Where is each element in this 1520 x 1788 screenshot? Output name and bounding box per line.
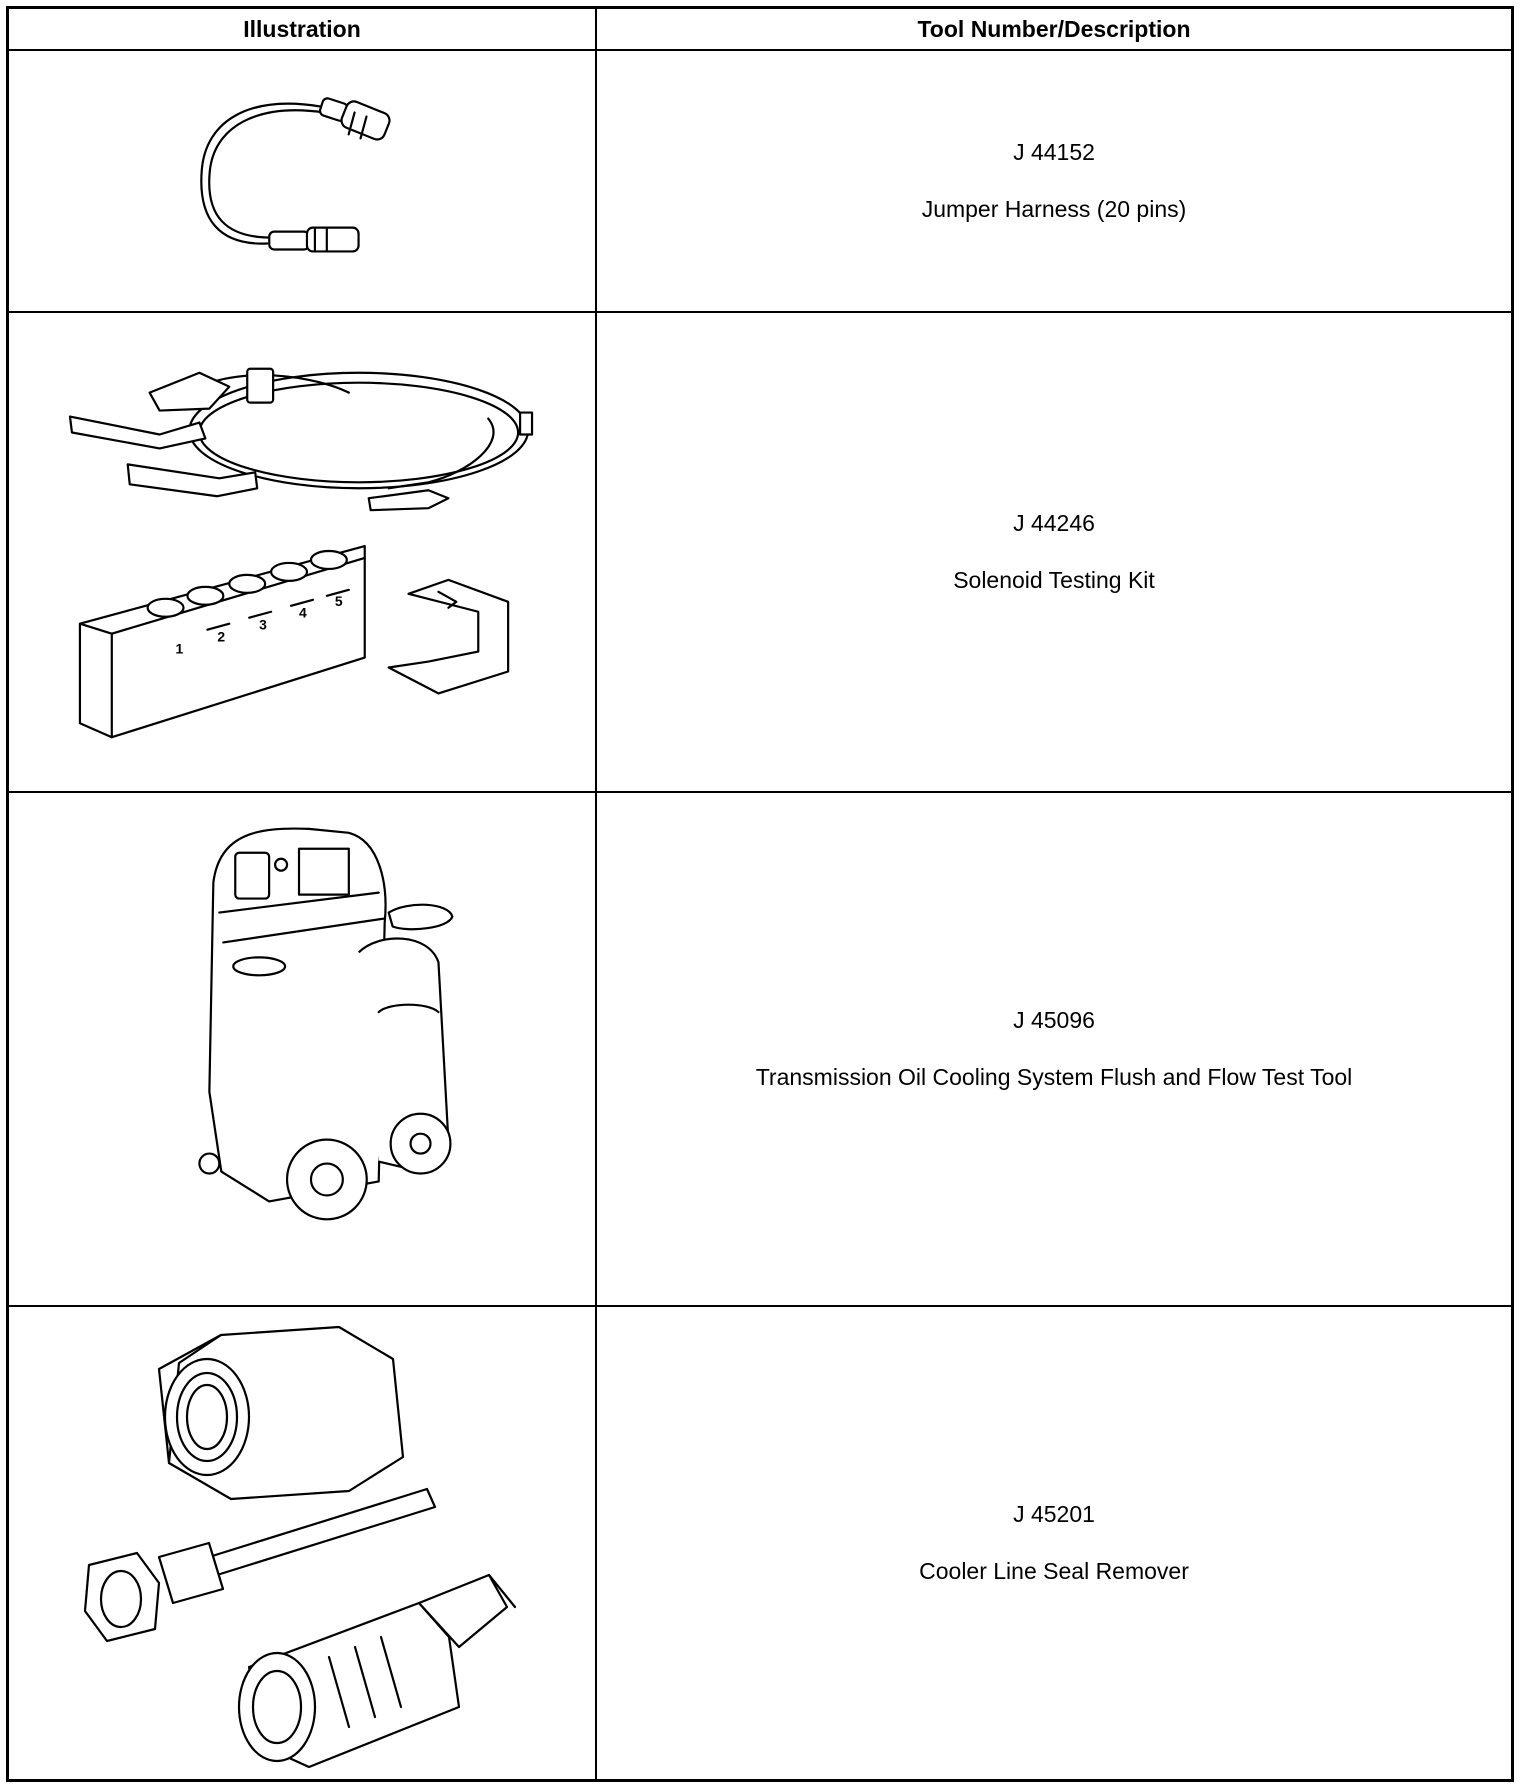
tool-table	[6, 6, 1514, 1782]
tool-number: J 44246	[1013, 510, 1095, 536]
kit-slot-label: 1	[175, 640, 184, 657]
tool-number: J 45096	[1013, 1007, 1095, 1033]
tool-description: Transmission Oil Cooling System Flush and Flow Test Tool	[755, 1064, 1353, 1090]
kit-slot-label: 2	[217, 628, 226, 645]
kit-slot-label: 3	[259, 616, 267, 633]
kit-slot-label: 5	[334, 592, 343, 609]
table-row	[9, 313, 1511, 793]
tool-description: Cooler Line Seal Remover	[919, 1558, 1189, 1584]
table-header	[9, 9, 1511, 51]
table-row	[9, 51, 1511, 313]
kit-slot-label: 4	[299, 604, 307, 621]
seal-remover-drawing-icon	[9, 1307, 595, 1779]
tool-number: J 44152	[1013, 139, 1095, 165]
table-row	[9, 1307, 1511, 1779]
flush-flow-test-cart-drawing-icon	[9, 793, 595, 1305]
tool-description: Jumper Harness (20 pins)	[921, 196, 1187, 222]
jumper-harness-drawing-icon	[9, 51, 595, 311]
solenoid-testing-kit-drawing-icon	[9, 313, 595, 791]
table-row	[9, 793, 1511, 1307]
header-tool-description: Tool Number/Description	[917, 16, 1191, 42]
tool-description: Solenoid Testing Kit	[953, 567, 1155, 593]
header-illustration: Illustration	[243, 16, 361, 42]
tool-number: J 45201	[1013, 1501, 1095, 1527]
